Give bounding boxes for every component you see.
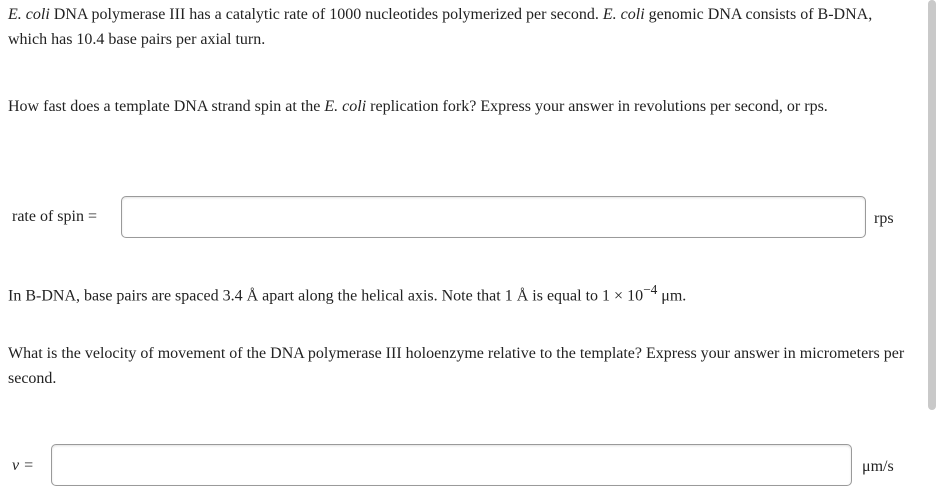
question-1-text: replication fork? Express your answer in revolutions per second, or rps. [366, 98, 828, 115]
velocity-input[interactable] [51, 444, 852, 486]
species-name: E. coli [602, 6, 645, 23]
intro-paragraph [8, 2, 908, 52]
question-1-text: How fast does a template DNA strand spin at the [8, 98, 325, 115]
rps-unit-label: rps [874, 210, 894, 227]
question-1 [8, 94, 908, 119]
note-text: μm. [657, 287, 687, 305]
species-name: E. coli [8, 6, 50, 23]
exponent: −4 [643, 282, 658, 297]
intro-text: DNA polymerase III has a catalytic rate of 1000 nucleotides polymerized per second. [49, 6, 603, 23]
rate-of-spin-input[interactable] [121, 196, 866, 238]
species-name: E. coli [324, 98, 367, 115]
um-per-s-unit-label: μm/s [862, 458, 894, 475]
note-text: In B-DNA, base pairs are spaced 3.4 Å apart along the helical axis. Note that 1 Å is equal to 1 × 10 [8, 287, 644, 305]
rate-of-spin-label: rate of spin = [12, 208, 97, 225]
velocity-label [12, 453, 34, 478]
vertical-scrollbar[interactable] [928, 0, 936, 410]
note-paragraph [8, 277, 908, 308]
intro-text: genomic DNA consists of B-DNA, which has 10.4 base pairs per axial turn. [8, 6, 873, 48]
question-2: What is the velocity of movement of the DNA polymerase III holoenzyme relative to the template? Express your answer in micrometers per second. [8, 345, 905, 387]
velocity-symbol: v = [12, 457, 34, 474]
